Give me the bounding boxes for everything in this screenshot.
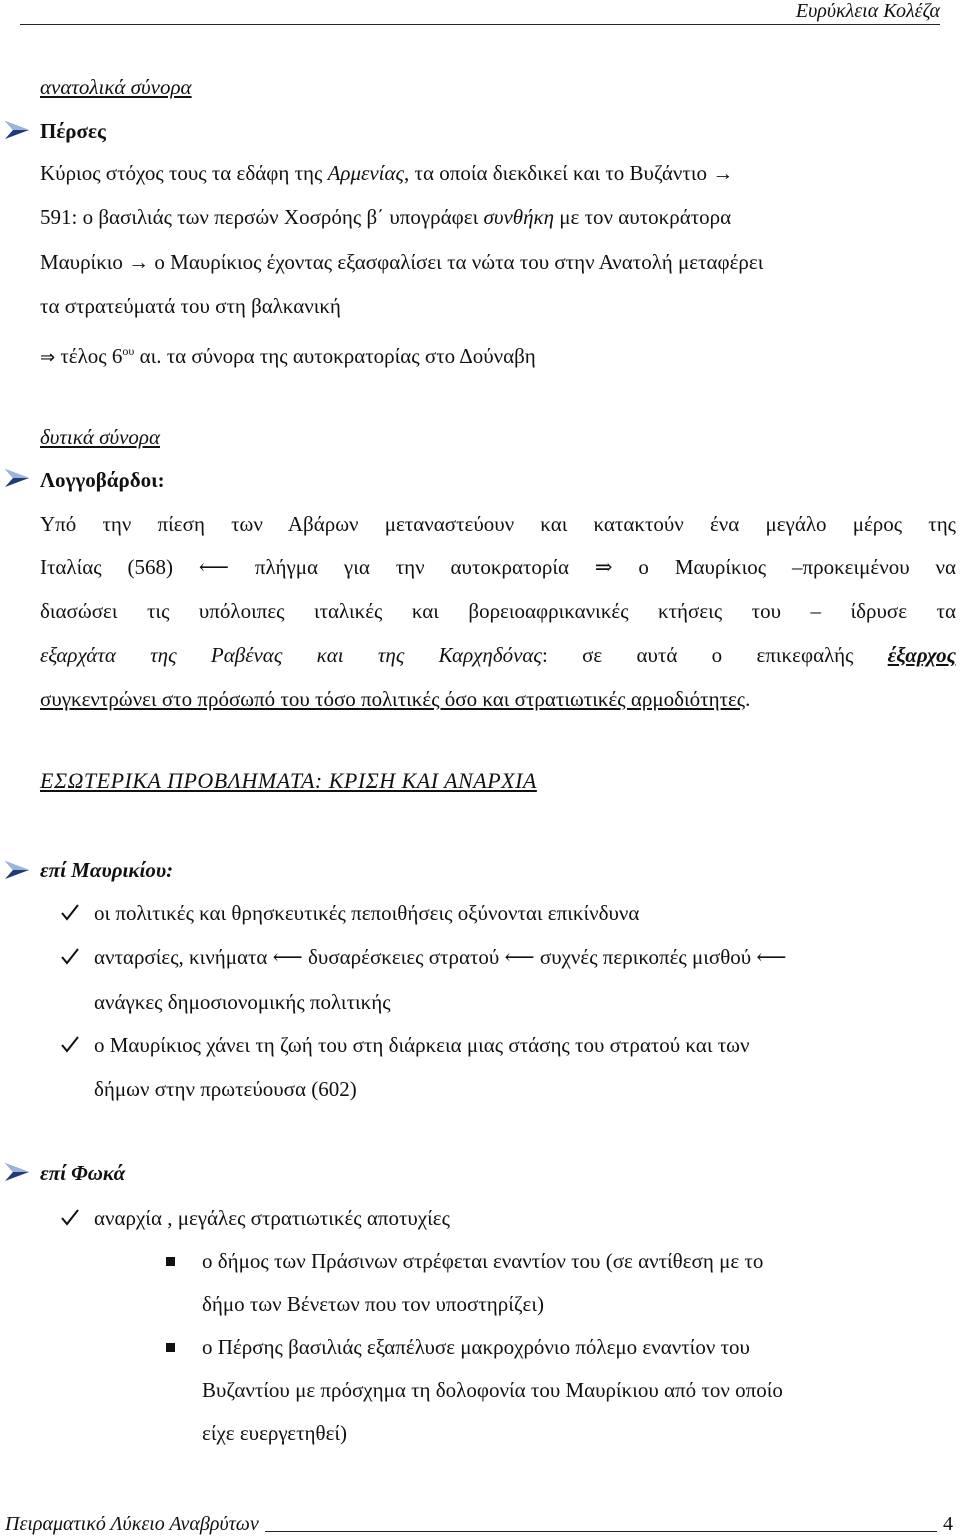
maurice-item-2: ανταρσίες, κινήματα ⟵ δυσαρέσκειες στρατού ⟵ συχνές περικοπές μισθού ⟵ [94,945,787,969]
maurice-item-1: οι πολιτικές και θρησκευτικές πεποιθήσεις οξύνονται επικίνδυνα [94,901,640,925]
persians-heading: Πέρσες [40,119,106,143]
phocas-heading: επί Φωκά [40,1161,126,1185]
east-paragraph-line-4: τα στρατεύματά του στη βαλκανική [40,294,341,318]
checkmark-icon [60,902,80,922]
arrow-bullet-icon [4,468,30,488]
arrow-bullet-icon [4,120,30,140]
implies-icon: ⇒ [40,347,56,368]
maurice-heading: επί Μαυρικίου: [40,858,174,882]
page-header [20,0,940,25]
checkmark-icon [60,1207,80,1227]
lombards-heading: Λογγοβάρδοι: [40,468,165,492]
checkmark-icon [60,946,80,966]
phocas-subitem-1: ο δήμος των Πράσινων στρέφεται εναντίον του (σε αντίθεση με το [202,1249,764,1273]
west-paragraph-line-1: Υπό την πίεση των Αβάρων μεταναστεύουν και κατακτούν ένα μεγάλο μέρος της [40,512,956,536]
phocas-subitem-1-cont: δήμο των Βένετων που τον υποστηρίζει) [202,1292,544,1316]
maurice-item-3: ο Μαυρίκιος χάνει τη ζωή του στη διάρκεια μιας στάσης του στρατού και των [94,1033,750,1057]
square-bullet-icon [166,1343,175,1352]
east-borders-heading: ανατολικά σύνορα [40,75,192,99]
internal-problems-title: ΕΣΩΤΕΡΙΚΑ ΠΡΟΒΛΗΜΑΤΑ: ΚΡΙΣΗ ΚΑΙ ΑΝΑΡΧΙΑ [40,768,537,793]
phocas-subitem-2-cont: Βυζαντίου με πρόσχημα τη δολοφονία του Μαυρίκιου από τον οποίο [202,1378,783,1402]
footer-rule [265,1530,937,1532]
checkmark-icon [60,1034,80,1054]
west-borders-heading: δυτικά σύνορα [40,425,161,449]
page-number: 4 [943,1513,953,1535]
east-paragraph-line-2: 591: ο βασιλιάς των περσών Χοσρόης β΄ υπογράφει συνθήκη με τον αυτοκράτορα [40,205,732,229]
footer-school: Πειραματικό Λύκειο Αναβρύτων [5,1513,259,1535]
west-paragraph-line-3: διασώσει τις υπόλοιπες ιταλικές και βορειοαφρικανικές κτήσεις του – ίδρυσε τα [40,599,956,623]
header-author: Ευρύκλεια Κολέζα [795,0,940,22]
maurice-item-2-cont: ανάγκες δημοσιονομικής πολιτικής [94,990,391,1014]
page-footer [5,1510,955,1536]
east-paragraph-line-5: ⇒ τέλος $6^{o\upsilon}$ αι. τα σύνορα της αυτοκρατορίας στο Δούναβη [40,344,536,368]
maurice-item-3-cont: δήμων στην πρωτεύουσα (602) [94,1077,357,1101]
phocas-item-1: αναρχία , μεγάλες στρατιωτικές αποτυχίες [94,1206,450,1230]
phocas-subitem-2-cont-2: είχε ευεργετηθεί) [202,1421,348,1445]
east-paragraph-line-1: Κύριος στόχος τους τα εδάφη της Αρμενίας, τα οποία διεκδικεί και το Βυζάντιο → [40,161,734,185]
phocas-subitem-2: ο Πέρσης βασιλιάς εξαπέλυσε μακροχρόνιο πόλεμο εναντίον του [202,1335,750,1359]
arrow-bullet-icon [4,860,30,880]
east-paragraph-line-3: Μαυρίκιο → ο Μαυρίκιος έχοντας εξασφαλίσει τα νώτα του στην Ανατολή μεταφέρει [40,250,764,274]
west-paragraph-line-4: εξαρχάτα της Ραβένας και της Καρχηδόνας: σε αυτά ο επικεφαλής έξαρχος [40,643,956,667]
west-paragraph-line-2: Ιταλίας (568) ⟵ πλήγμα για την αυτοκρατορία ⇒ ο Μαυρίκιος –προκειμένου να [40,555,956,579]
arrow-bullet-icon [4,1162,30,1182]
square-bullet-icon [166,1257,175,1266]
west-paragraph-line-5: συγκεντρώνει στο πρόσωπό του τόσο πολιτικές όσο και στρατιωτικές αρμοδιότητες. [40,687,751,711]
